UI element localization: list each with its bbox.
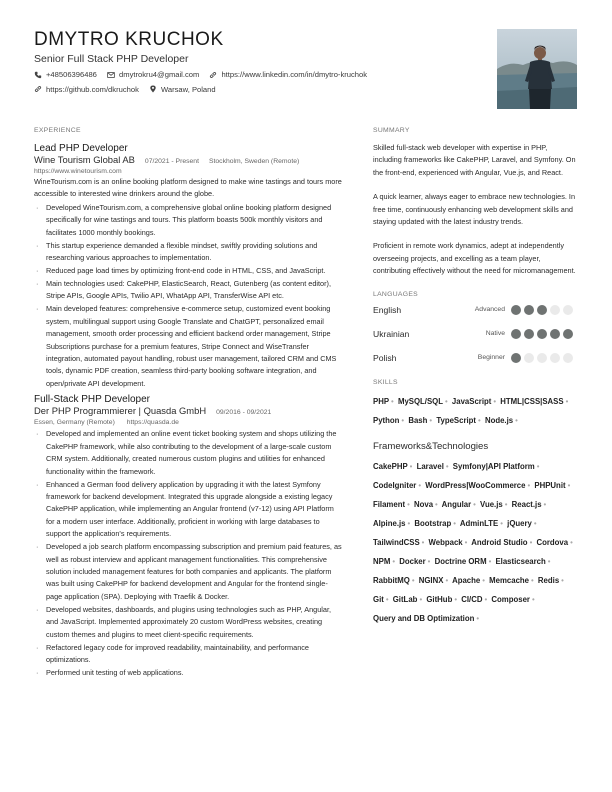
skill-tag: Nova [413,499,434,509]
tag-separator: • [454,594,458,604]
language-name: Polish [373,352,397,363]
job-url[interactable]: https://www.winetourism.com [34,168,122,175]
list-item: · Developed WineTourism.com, a comprehensive global online booking platform designed specifically for wine tastings and tours. This platform boasts 500k monthly visitors and facilitates 1000 monthly bookings. [34,202,342,239]
location-text: Warsaw, Poland [161,84,216,94]
tag-separator: • [536,461,540,471]
tag-separator: • [401,415,405,425]
summary-paragraph: Skilled full-stack web developer with expertise in PHP, including frameworks like CakePHP, Laravel, and Symfony. On the front-end, experienced with Angular, Vue.js, and React. [373,143,576,177]
tag-separator: • [493,396,497,406]
skill-tag: Filament [373,499,406,509]
tag-separator: • [411,575,415,585]
tag-separator: • [478,415,481,425]
skill-tag: Git [373,594,384,604]
job-company-line [34,405,342,418]
summary-paragraph: A quick learner, always eager to embrace new technologies. In free time, continuously enhancing web development skills and staying updated with the latest industry trends. [373,192,575,227]
email-icon [107,71,115,79]
skill-tag: CakePHP [373,461,408,471]
job-title: Full-Stack PHP Developer [34,394,150,406]
language-name: Ukrainian [373,328,410,339]
rating-dot-filled [537,305,547,315]
tag-separator: • [453,518,456,528]
job-location: Essen, Germany (Remote) [34,419,115,427]
rating-dot-filled [563,329,573,339]
summary-text [373,142,578,278]
skill-tag: NPM [373,556,391,566]
skill-tag: Doctrine ORM [434,556,487,566]
job-company: Wine Tourism Global AB [34,154,135,165]
tag-separator: • [409,461,413,471]
job-dates: 07/2021 - Present [144,158,199,165]
tag-separator: • [504,499,508,509]
language-level: Advanced [474,306,505,314]
tag-separator: • [445,461,449,471]
tag-separator: • [445,575,449,585]
rating-dot-filled [511,353,521,363]
tag-separator: • [385,594,389,604]
skills-label: SKILLS [373,378,398,386]
tag-separator: • [427,556,431,566]
skill-tag: Query and DB Optimization [373,613,475,623]
contact-location [149,83,216,96]
rating-dot-empty [563,305,573,315]
skill-tag: WordPress|WooCommerce [425,480,526,490]
tag-separator: • [418,480,422,490]
list-item: · Main developed features: comprehensive e-commerce setup, customized event booking system, multilingual support using Google Translate and ChatGPT, personalized email management, smooth order processing and efficient backend order management, Stripe Subscriptions purchase for a premium features, Stripe Connect and WiseTransfer integration, automated payout handling, robust user management, tailored CRM and CMS tools, dynamic PDF creation, seamless third-party booking software integration, and open/private API development. [34,303,342,390]
link-icon [34,85,42,93]
contact-phone [34,68,97,81]
job-url[interactable]: https://quasda.de [126,419,179,427]
rating-dot-empty [563,353,573,363]
skill-tag: GitLab [392,594,418,604]
rating-dot-filled [511,305,521,315]
tag-separator: • [529,537,533,547]
rating-dot-empty [550,305,560,315]
skill-tag: Docker [399,556,426,566]
tag-separator: • [392,556,396,566]
languages-section [373,291,578,370]
list-item: · Reduced page load times by optimizing front-end code in HTML, CSS, and JavaScript. [34,265,342,277]
left-column [34,127,342,680]
job-entry [34,394,342,679]
skill-tag: GitHub [426,594,453,604]
tag-separator: • [531,594,535,604]
summary-paragraph: Proficient in remote work dynamics, adept at independently overseeing projects, and excelling as a team player, contributing effectively without the need for micromanagement. [373,241,576,276]
skill-tag: Elasticsearch [495,556,546,566]
job-company: Der PHP Programmierer | Quasda GmbH [34,405,207,417]
list-item: · Developed a job search platform encompassing subscription and premium paid features, as well as robust interview and applicant management functionalities. This comprehensive solution included management features for both companies and applicants. The platform was built using CakePHP for backend development and Angular for the frontend single-page application (SPA). Deploying with Traefik & Docker. [34,541,342,603]
rating-dot-empty [537,353,547,363]
skill-tag: React.js [511,499,542,509]
tag-separator: • [488,556,492,566]
skill-tag: HTML|CSS|SASS [500,396,564,406]
tag-separator: • [500,518,503,528]
phone-text: +48506396486 [46,70,97,79]
language-row [373,298,578,322]
skill-tag: Alpine.js [373,518,406,528]
tag-separator: • [407,518,411,528]
rating-dot-empty [524,353,534,363]
contact-email[interactable] [107,68,199,81]
job-location: Stockholm, Sweden (Remote) [208,158,300,165]
skill-tag: Apache [452,575,481,585]
tag-separator: • [565,396,569,406]
language-level: Native [485,330,505,338]
language-row [373,346,578,370]
skill-tag: Redis [537,575,560,585]
tag-separator: • [476,613,480,623]
tag-separator: • [435,499,438,509]
language-rating [511,305,576,315]
skill-tag: RabbitMQ [373,575,410,585]
list-item: · Main technologies used: CakePHP, ElasticSearch, React, Gutenberg (as content editor), Stripe APIs, Google APIs, Twilio API, WhatApp API, TransferWise API etc. [34,278,342,303]
link-icon [209,71,217,79]
skill-tag: Python [373,415,400,425]
rating-dot-filled [524,329,534,339]
skill-tag: Laravel [416,461,444,471]
frameworks-tags [373,457,578,628]
tag-separator: • [464,537,468,547]
language-row [373,322,578,346]
location-icon [149,85,157,93]
skill-tag: TypeScript [436,415,477,425]
tag-separator: • [419,594,423,604]
tag-separator: • [482,575,485,585]
right-column [373,127,578,628]
skill-tag: Node.js [484,415,514,425]
tag-separator: • [561,575,564,585]
tag-separator: • [429,415,433,425]
job-bullets [34,428,342,679]
contact-linkedin[interactable] [209,68,367,81]
skill-tag: PHPUnit [534,480,566,490]
experience-label: EXPERIENCE [34,127,81,134]
language-list [373,298,578,370]
skill-tag: Vue.js [480,499,503,509]
skill-tag: Bootstrap [414,518,452,528]
skills-section [373,379,578,430]
list-item: · Developed and implemented an online event ticket booking system and shops utilizing the CakePHP framework, while also contributing to the development of a large-scale custom CRM system. Additionally, created numerous custom plugins and utilities for enhanced functionality within the framework. [34,428,342,478]
skill-tag: NGINX [418,575,444,585]
tag-separator: • [531,575,534,585]
language-rating [511,329,576,339]
tag-separator: • [567,480,571,490]
skill-tag: Android Studio [471,537,528,547]
skill-tag: PHP [373,396,390,406]
skill-tag: JavaScript [451,396,492,406]
profile-photo [497,29,577,109]
list-item: · This startup experience demanded a flexible mindset, swiftly providing solutions and researching various approaches to implementation. [34,240,342,265]
tag-separator: • [527,480,531,490]
linkedin-text[interactable]: https://www.linkedin.com/in/dmytro-kruchok [221,70,368,79]
tag-separator: • [407,499,410,509]
job-description: WineTourism.com is an online booking platform designed to make wine tastings and tours more accessible to interested wine drinkers around the globe. [34,177,342,199]
skill-tag: TailwindCSS [373,537,420,547]
tag-separator: • [473,499,476,509]
summary-label: SUMMARY [373,127,410,134]
skill-tag: jQuery [507,518,532,528]
language-name: English [373,304,402,315]
rating-dot-empty [550,353,560,363]
rating-dot-filled [537,329,547,339]
skill-tag: Bash [408,415,428,425]
email-text[interactable]: dmytrokru4@gmail.com [119,70,200,79]
github-text[interactable]: https://github.com/dkruchok [46,84,139,94]
language-rating [511,353,576,363]
candidate-title: Senior Full Stack PHP Developer [34,53,189,65]
job-company-line [34,154,342,167]
tag-separator: • [421,537,425,547]
skill-tag: CodeIgniter [373,480,417,490]
skill-tag: Webpack [428,537,463,547]
job-sub [34,167,342,176]
tag-separator: • [543,499,547,509]
tag-separator: • [515,415,518,425]
languages-label: LANGUAGES [373,290,419,298]
frameworks-title: Frameworks&Technologies [373,440,489,452]
rating-dot-filled [550,329,560,339]
skill-tag: CI/CD [461,594,483,604]
skill-tag: MySQL/SQL [397,396,444,406]
job-sub [34,418,342,427]
skill-tag: Composer [491,594,530,604]
job-dates: 09/2016 - 09/2021 [216,409,272,417]
job-entry [34,143,342,390]
skill-tag: Cordova [536,537,569,547]
tag-separator: • [570,537,573,547]
rating-dot-filled [511,329,521,339]
candidate-name: DMYTRO KRUCHOK [34,29,224,50]
tag-separator: • [445,396,448,406]
skills-tags [373,392,578,430]
phone-icon [34,71,42,79]
list-item: · Performed unit testing of web applications. [34,667,342,679]
language-level: Beginner [477,354,505,362]
rating-dot-filled [524,305,534,315]
tag-separator: • [484,594,488,604]
skill-tag: Symfony|API Platform [452,461,535,471]
list-item: · Enhanced a German food delivery application by upgrading it with the latest Symfony framework for backend development. Integrated this upgrade alongside a existing legacy CakePHP application, while implementing an Angular frontend (v7-12) using API Platform for a modern user interface. Additionally, proficient in working with large databases to support the application's requirements. [34,479,342,541]
contact-list [34,68,484,97]
job-title: Lead PHP Developer [34,143,128,154]
list-item: · Refactored legacy code for improved readability, maintainability, and performance optimizations. [34,642,342,667]
skill-tag: AdminLTE [459,518,499,528]
tag-separator: • [391,396,394,406]
skill-tag: Angular [441,499,472,509]
job-bullets [34,202,342,390]
tag-separator: • [547,556,551,566]
contact-github[interactable] [34,83,139,96]
tag-separator: • [533,518,537,528]
skill-tag: Memcache [489,575,530,585]
list-item: · Developed websites, dashboards, and plugins using technologies such as PHP, Angular, and JavaScript. Implemented approximately 20 custom WordPress websites, creating custom themes and plugins to meet client-specific requirements. [34,604,342,641]
